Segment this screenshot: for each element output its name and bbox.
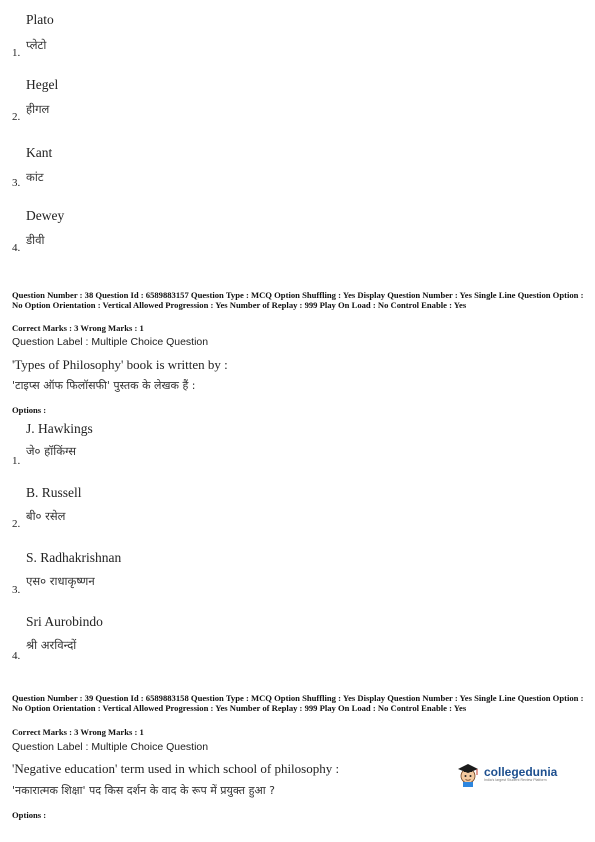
graduate-mascot-icon — [455, 761, 481, 787]
option-4-hi: डीवी — [26, 233, 45, 247]
question-39-meta: Question Number : 39 Question Id : 6589883158 Question Type : MCQ Option Shuffling : Yes Display Question Number : Yes Single Line Question Option : No Option Orientation : Vertical Allowed Progression : Yes Number of Replay : 999 Play On Load : No Control Enable : Yes — [12, 693, 584, 713]
option-2-en: Hegel — [26, 77, 59, 92]
question-38-option-4-number: 4. — [12, 650, 21, 662]
option-4-en: Dewey — [26, 208, 65, 223]
question-38-option-4-hi[interactable]: श्री अरविन्दों — [26, 638, 77, 652]
question-38-label: Question Label : Multiple Choice Question — [12, 336, 209, 348]
option-1-en: Plato — [26, 12, 54, 27]
logo-name: collegedunia — [484, 764, 558, 779]
logo-tagline: India's largest Student Review Platform — [484, 777, 547, 782]
question-38-marks: Correct Marks : 3 Wrong Marks : 1 — [12, 323, 144, 333]
question-39-options-heading: Options : — [12, 810, 47, 820]
option-3-number: 3. — [12, 177, 21, 189]
question-39-label: Question Label : Multiple Choice Question — [12, 741, 209, 753]
question-38-option-3-en[interactable]: S. Radhakrishnan — [26, 550, 122, 565]
question-38-option-2-en[interactable]: B. Russell — [26, 485, 82, 500]
option-3-hi: कांट — [26, 170, 44, 184]
question-38-meta: Question Number : 38 Question Id : 6589883157 Question Type : MCQ Option Shuffling : Yes Display Question Number : Yes Single Line Question Option : No Option Orientation : Vertical Allowed Progression : Yes Number of Replay : 999 Play On Load : No Control Enable : Yes — [12, 290, 584, 310]
option-2-number: 2. — [12, 111, 21, 123]
question-38-option-3-number: 3. — [12, 584, 21, 596]
option-2-hi: हीगल — [26, 102, 50, 116]
option-1-hi: प्लेटो — [26, 38, 47, 52]
question-38-option-4-en[interactable]: Sri Aurobindo — [26, 614, 103, 629]
question-38-option-1-en[interactable]: J. Hawkings — [26, 421, 93, 436]
question-38-text-hi: 'टाइप्स ऑफ फिलॉसफी' पुस्तक के लेखक हैं : — [12, 379, 196, 392]
option-3-en: Kant — [26, 145, 53, 160]
question-39-text-hi: 'नकारात्मक शिक्षा' पद किस दर्शन के वाद के रूप में प्रयुक्त हुआ ? — [12, 784, 275, 797]
question-39-text-en: 'Negative education' term used in which school of philosophy : — [12, 761, 340, 776]
question-38-option-2-hi[interactable]: बी० रसेल — [26, 509, 66, 523]
question-39-marks: Correct Marks : 3 Wrong Marks : 1 — [12, 727, 144, 737]
question-38-options-heading: Options : — [12, 405, 47, 415]
option-1-number: 1. — [12, 47, 21, 59]
collegedunia-logo — [455, 761, 557, 787]
question-38-option-1-number: 1. — [12, 455, 21, 467]
question-38-option-3-hi[interactable]: एस० राधाकृष्णन — [26, 574, 95, 588]
question-38-text-en: 'Types of Philosophy' book is written by : — [12, 357, 228, 372]
option-4-number: 4. — [12, 242, 21, 254]
question-38-option-2-number: 2. — [12, 518, 21, 530]
question-38-option-1-hi[interactable]: जे० हॉकिंग्स — [26, 444, 77, 458]
